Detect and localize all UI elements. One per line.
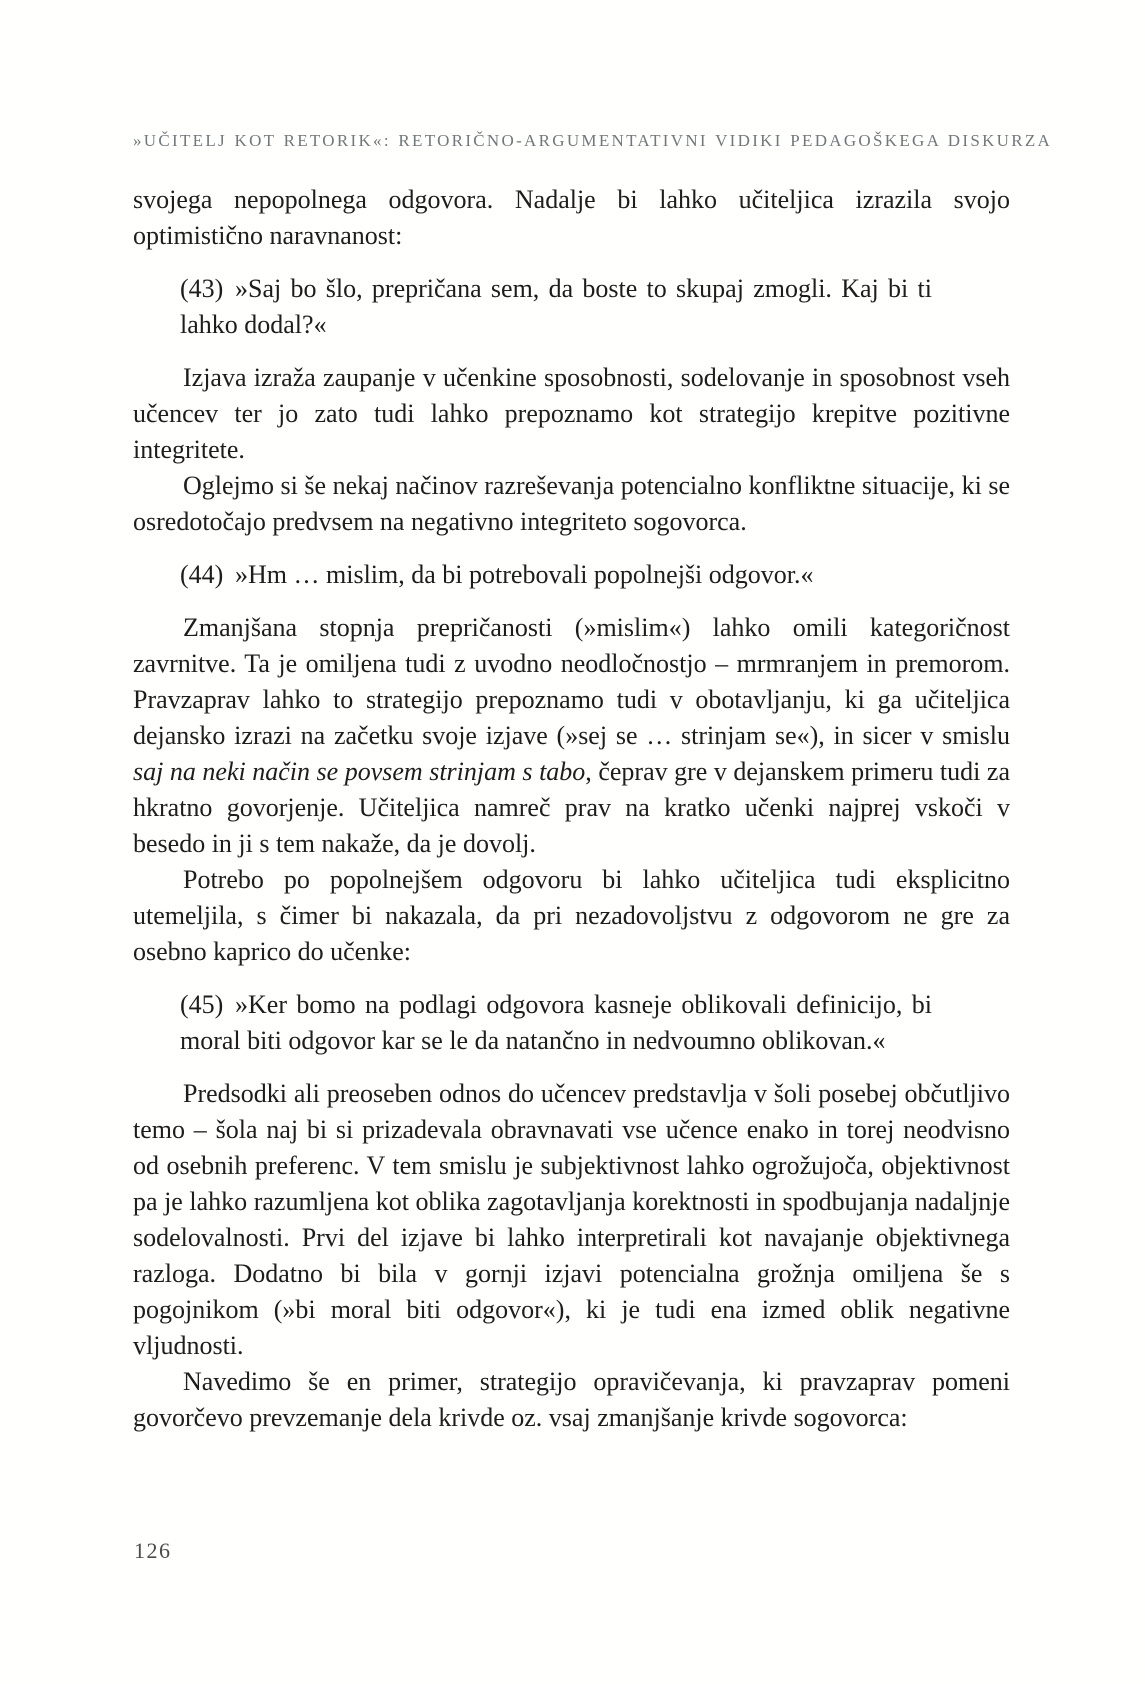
example-number-44: (44) [180, 560, 224, 589]
text-column [133, 182, 1010, 1436]
example-number-43: (43) [180, 274, 224, 303]
paragraph-explicit-justification: Potrebo po popolnejšem odgovoru bi lahko učiteljica tudi eksplicitno utemeljila, s čimer bi nakazala, da pri nezadovoljstvu z odgovorom ne gre za osebno kaprico do učenke: [133, 865, 1010, 966]
paragraph-objectivity-discussion: Predsodki ali preoseben odnos do učencev predstavlja v šoli posebej občutljivo temo – šola naj bi si prizadevala obravnavati vse učence enako in torej neodvisno od osebnih preferenc. V tem smislu je subjektivnost lahko ogrožujoča, objektivnost pa je lahko razumljena kot oblika zagotavljanja korektnosti in spodbujanja nadaljnje sodelovalnosti. Prvi del izjave bi lahko interpretirali kot navajanje objektivnega razloga. Dodatno bi bila v gornji izjavi potencialna grožnja omiljena še s pogojnikom (»bi moral biti odgovor«), ki je tudi ena izmed oblik negativne vljudnosti. [133, 1079, 1010, 1360]
paragraph-mitigation-analysis [133, 610, 1010, 862]
text-segment: Zmanjšana stopnja prepričanosti (»mislim«) lahko omili kategoričnost zavrnitve. Ta je omiljena tudi z uvodno neodločnostjo – mrmranjem in premorom. Pravzaprav lahko to strategijo prepoznamo tudi v obotavljanju, ki ga učiteljica dejansko izrazi na začetku svoje izjave (»sej se … strinjam se«), in sicer v smislu [133, 613, 1010, 750]
numbered-example-43 [180, 271, 932, 343]
running-header: »UČITELJ KOT RETORIK«: RETORIČNO-ARGUMENTATIVNI VIDIKI PEDAGOŠKEGA DISKURZA [133, 131, 1053, 150]
example-text-43: »Saj bo šlo, prepričana sem, da boste to skupaj zmogli. Kaj bi ti lahko dodal?« [180, 274, 932, 339]
example-text-45: »Ker bomo na podlagi odgovora kasneje oblikovali definicijo, bi moral biti odgovor kar se le da natančno in nedvoumno oblikovan.« [180, 990, 932, 1055]
text-segment: , čeprav gre v dejanskem primeru tudi za hkratno govorjenje. Učiteljica namreč prav na kratko učenki najprej vskoči v besedo in ji s tem nakaže, da je dovolj. [133, 757, 1010, 858]
italic-phrase: saj na neki način se povsem strinjam s tabo [133, 757, 586, 786]
paragraph-conflict-resolution-intro: Oglejmo si še nekaj načinov razreševanja potencialno konfliktne situacije, ki se osredotočajo predvsem na negativno integriteto sogovorca. [133, 471, 1010, 536]
paragraph-apology-strategy-intro: Navedimo še en primer, strategijo opravičevanja, ki pravzaprav pomeni govorčevo prevzemanje dela krivde oz. vsaj zmanjšanje krivde sogovorca: [133, 1367, 1010, 1432]
example-text-44: »Hm … mislim, da bi potrebovali popolnejši odgovor.« [235, 560, 814, 589]
paragraph-trust-statement: Izjava izraža zaupanje v učenkine sposobnosti, sodelovanje in sposobnost vseh učencev ter jo zato tudi lahko prepoznamo kot strategijo krepitve pozitivne integritete. [133, 363, 1010, 464]
numbered-example-45 [180, 987, 932, 1059]
example-number-45: (45) [180, 990, 224, 1019]
page-number: 126 [134, 1538, 172, 1563]
paragraph-continuation: svojega nepopolnega odgovora. Nadalje bi lahko učiteljica izrazila svojo optimistično naravnanost: [133, 185, 1010, 250]
numbered-example-44 [180, 557, 932, 593]
